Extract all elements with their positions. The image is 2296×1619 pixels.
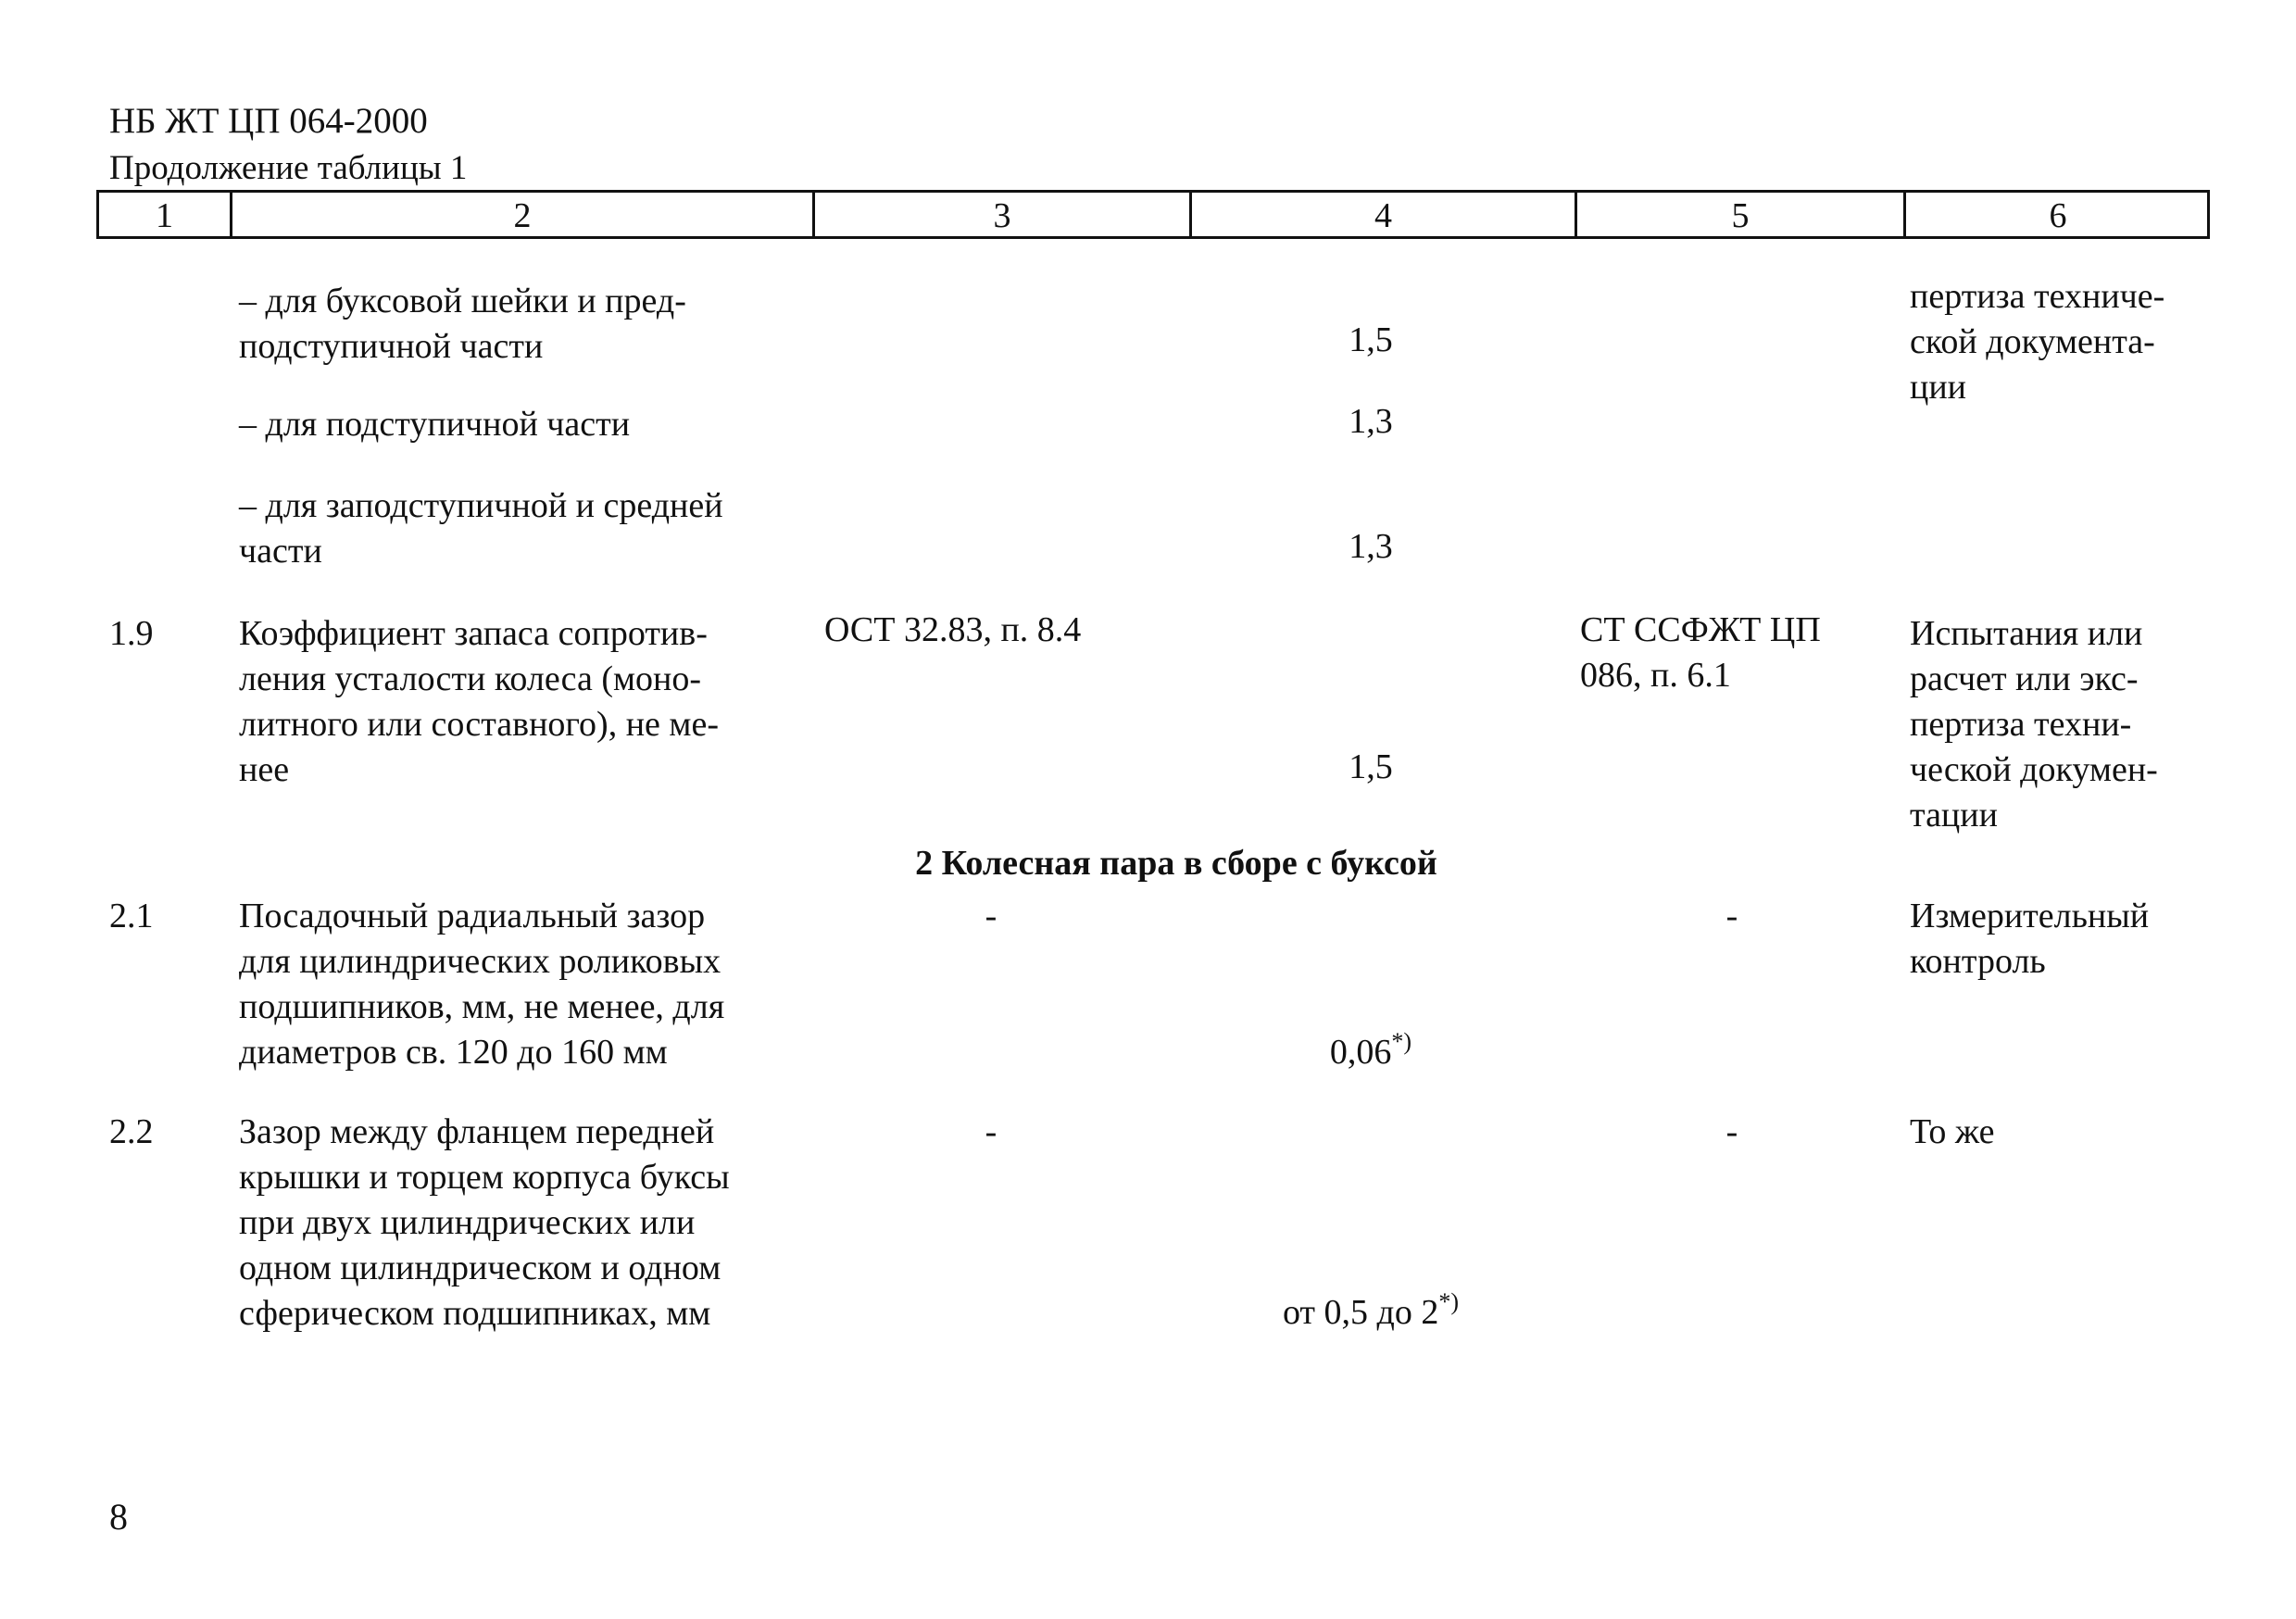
column-number-2: 2 xyxy=(513,196,532,235)
row-2-2-certification: - xyxy=(1725,1112,1738,1151)
row-2-2-number: 2.2 xyxy=(109,1112,154,1151)
row-2-1-parameter: Посадочный радиальный зазор для цилиндрических роликовых подшипников, мм, не менее, для диаметров св. 120 до 160 мм xyxy=(239,897,725,1072)
row-1-9-parameter: Коэффициент запаса сопротив- ления усталости колеса (моно- литного или составного), не ме- нее xyxy=(239,614,719,789)
row-1-9-method: Испытания или расчет или экс- пертиза техни- ческой докумен- тации xyxy=(1910,614,2158,835)
page-number: 8 xyxy=(109,1496,128,1537)
row-2-2-value: от 0,5 до 2*) xyxy=(1282,1288,1460,1332)
continued-item-2-param: – для подступичной части xyxy=(239,405,631,444)
row-2-2-method: То же xyxy=(1910,1112,1995,1151)
column-number-6: 6 xyxy=(2049,196,2067,235)
continued-item-2-value: 1,3 xyxy=(1349,402,1393,441)
row-1-9-value: 1,5 xyxy=(1349,747,1393,786)
section-heading: 2 Колесная пара в сборе с буксой xyxy=(915,844,1437,883)
continued-item-3-param: – для заподступичной и средней части xyxy=(239,486,723,571)
row-2-1-reference: - xyxy=(985,897,997,935)
continued-item-1-param: – для буксовой шейки и пред- подступичной части xyxy=(239,282,686,366)
row-2-1-value: 0,06*) xyxy=(1329,1028,1412,1072)
column-number-4: 4 xyxy=(1374,196,1392,235)
row-1-9-number: 1.9 xyxy=(109,614,154,653)
document-code: НБ ЖТ ЦП 064-2000 xyxy=(109,101,428,141)
continued-method: пертиза техниче- ской документа- ции xyxy=(1910,277,2165,407)
row-2-1-method: Измерительный контроль xyxy=(1910,897,2150,981)
table-continuation-label: Продолжение таблицы 1 xyxy=(109,149,468,187)
row-2-1-number: 2.1 xyxy=(109,897,154,935)
footnote-mark: *) xyxy=(1438,1288,1460,1315)
row-2-1-certification: - xyxy=(1725,897,1738,935)
continued-item-3-value: 1,3 xyxy=(1349,527,1393,566)
column-number-3: 3 xyxy=(993,196,1011,235)
row-2-2-parameter: Зазор между фланцем передней крышки и торцем корпуса буксы при двух цилиндрических или одном цилиндрическом и одном сферическом подшипниках, мм xyxy=(239,1112,730,1333)
row-1-9-reference: ОСТ 32.83, п. 8.4 xyxy=(824,610,1082,649)
row-2-2-reference: - xyxy=(985,1112,997,1151)
continued-item-1-value: 1,5 xyxy=(1349,320,1393,359)
row-1-9-certification: СТ ССФЖТ ЦП 086, п. 6.1 xyxy=(1580,610,1821,695)
footnote-mark: *) xyxy=(1391,1028,1412,1055)
column-number-5: 5 xyxy=(1731,196,1750,235)
column-number-1: 1 xyxy=(156,196,173,235)
table-column-header xyxy=(96,190,2210,239)
